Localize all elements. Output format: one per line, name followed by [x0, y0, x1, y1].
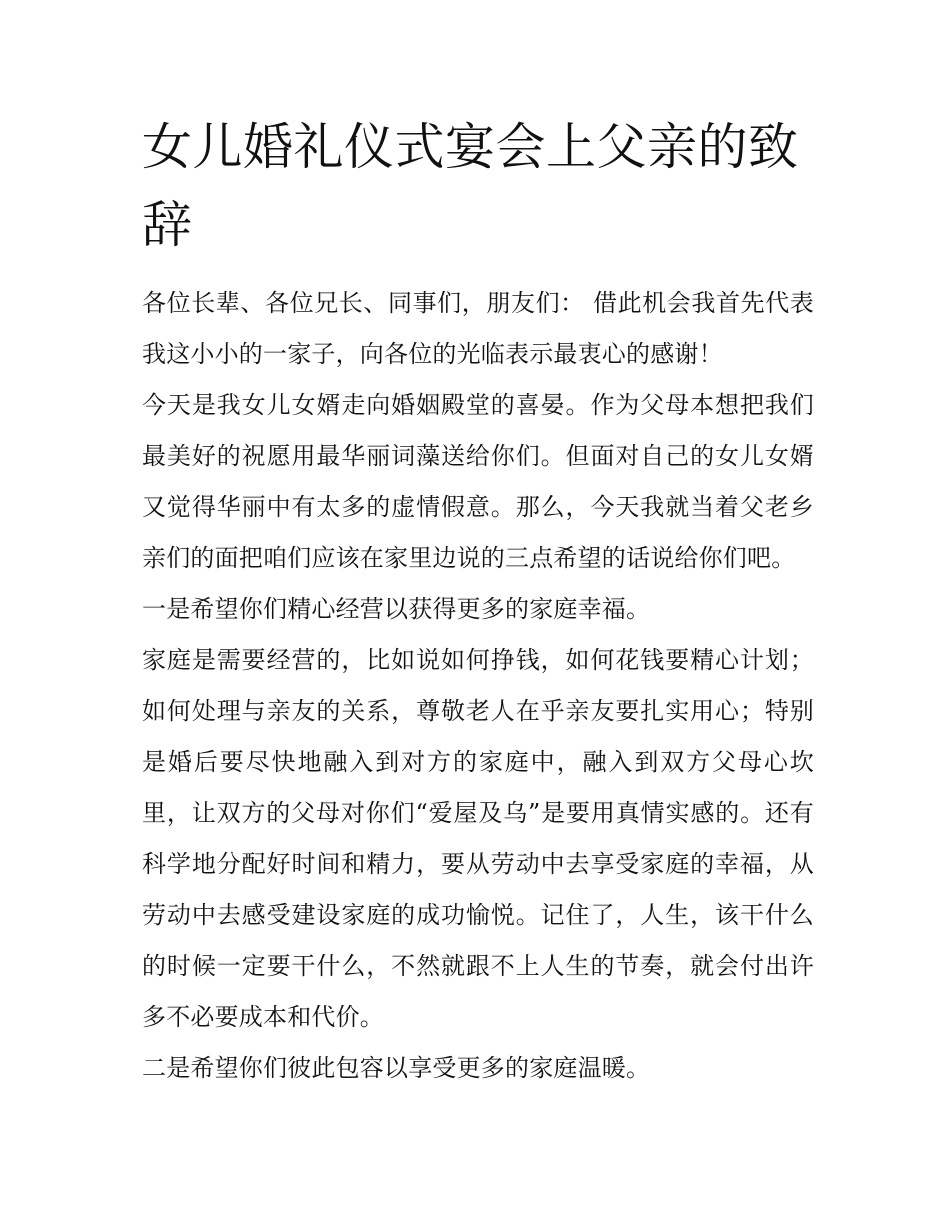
document-page: [142, 108, 814, 1094]
paragraph-hope-one-body: 家庭是需要经营的，比如说如何挣钱，如何花钱要精心计划；如何处理与亲友的关系，尊敬老人在乎亲友要扎实用心；特别是婚后要尽快地融入到对方的家庭中，融入到双方父母心坎里，让双方的父母对你们“爱屋及乌”是要用真情实感的。还有科学地分配好时间和精力，要从劳动中去享受家庭的幸福，从劳动中去感受建设家庭的成功愉悦。记住了，人生，该干什么的时候一定要干什么，不然就跟不上人生的节奏，就会付出许多不必要成本和代价。: [142, 646, 814, 1031]
paragraph-hope-one-heading: 一是希望你们精心经营以获得更多的家庭幸福。: [142, 595, 651, 623]
document-title: 女儿婚礼仪式宴会上父亲的致辞: [142, 118, 799, 254]
paragraph-intro: 今天是我女儿女婿走向婚姻殿堂的喜晏。作为父母本想把我们最美好的祝愿用最华丽词藻送给你们。但面对自己的女儿女婿又觉得华丽中有太多的虚情假意。那么，今天我就当着父老乡亲们的面把咱们应该在家里边说的三点希望的话说给你们吧。: [142, 391, 814, 572]
paragraph-hope-two-heading: 二是希望你们彼此包容以享受更多的家庭温暖。: [142, 1054, 651, 1082]
paragraph-greeting: 各位长辈、各位兄长、同事们，朋友们： 借此机会我首先代表我这小小的一家子，向各位的光临表示最衷心的感谢！: [142, 289, 814, 368]
